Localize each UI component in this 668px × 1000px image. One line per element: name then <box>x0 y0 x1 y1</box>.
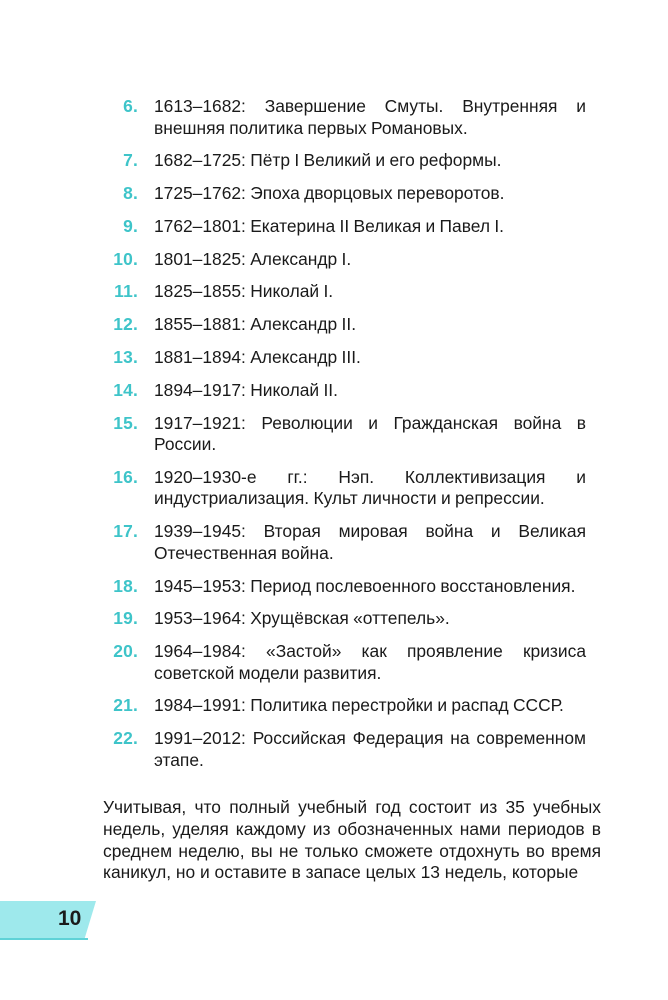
period-list <box>0 96 668 783</box>
list-item-text: 1920–1930-е гг.: Нэп. Коллективизация и индустриализация. Культ личности и репрессии. <box>154 466 586 509</box>
list-item-text: 1917–1921: Революции и Гражданская война в России. <box>154 412 586 455</box>
list-item-number: 13. <box>113 347 138 368</box>
list-item-text: 1725–1762: Эпоха дворцовых переворотов. <box>154 183 505 204</box>
list-item-number: 18. <box>113 575 138 596</box>
list-item <box>0 576 668 598</box>
list-item-text: 1825–1855: Николай I. <box>154 281 334 302</box>
list-item-text: 1939–1945: Вторая мировая война и Великая Отечественная война. <box>154 521 586 563</box>
list-item <box>0 467 668 510</box>
list-item-text: 1801–1825: Александр I. <box>154 248 352 269</box>
list-item-number: 16. <box>113 466 138 487</box>
list-item-text: 1894–1917: Николай II. <box>154 379 338 400</box>
list-item-number: 14. <box>113 379 138 400</box>
list-item-number: 17. <box>113 521 138 542</box>
list-item <box>0 150 668 172</box>
list-item <box>0 347 668 369</box>
list-item-number: 6. <box>123 96 138 116</box>
list-item <box>0 521 668 564</box>
list-item-number: 21. <box>113 695 138 716</box>
list-item <box>0 216 668 238</box>
list-item-text: 1682–1725: Пётр I Великий и его реформы. <box>154 150 502 171</box>
list-item-text: 1945–1953: Период послевоенного восстановления. <box>154 575 576 596</box>
list-item <box>0 314 668 336</box>
list-item <box>0 695 668 717</box>
list-item <box>0 641 668 684</box>
list-item-number: 12. <box>113 314 138 335</box>
list-item-text: 1762–1801: Екатерина II Великая и Павел I. <box>154 215 504 236</box>
list-item-text: 1964–1984: «Застой» как проявление кризиса советской модели развития. <box>154 641 586 683</box>
list-item <box>0 728 668 771</box>
page-number-tab <box>0 901 96 939</box>
list-item-text: 1953–1964: Хрущёвская «оттепель». <box>154 608 450 629</box>
list-item-number: 10. <box>113 248 138 269</box>
list-item <box>0 281 668 303</box>
list-item <box>0 608 668 630</box>
list-item-number: 8. <box>123 183 138 204</box>
list-item <box>0 183 668 205</box>
list-item-number: 19. <box>113 608 138 629</box>
list-item-number: 15. <box>113 412 138 433</box>
page-number-tab-edge <box>0 938 88 940</box>
body-paragraph: Учитывая, что полный учебный год состоит из 35 учебных недель, уделяя каждому из обозначенных нами периодов в среднем неделю, вы не только сможете отдохнуть во время каникул, но и оставите в запасе целых 13 недель, которые <box>103 797 601 883</box>
list-item-text: 1881–1894: Александр III. <box>154 347 361 368</box>
list-item-text: 1613–1682: Завершение Смуты. Внутренняя и внешняя политика первых Романовых. <box>154 96 586 138</box>
list-item-number: 9. <box>123 215 138 236</box>
list-item <box>0 380 668 402</box>
list-item <box>0 96 668 139</box>
list-item <box>0 413 668 456</box>
page-number: 10 <box>58 907 82 930</box>
list-item-number: 7. <box>123 150 138 171</box>
list-item <box>0 249 668 271</box>
list-item-number: 22. <box>113 728 138 749</box>
list-item-number: 11. <box>114 281 138 302</box>
list-item-number: 20. <box>113 641 138 662</box>
list-item-text: 1984–1991: Политика перестройки и распад СССР. <box>154 695 564 716</box>
list-item-text: 1855–1881: Александр II. <box>154 314 357 335</box>
list-item-text: 1991–2012: Российская Федерация на современном этапе. <box>154 728 586 770</box>
